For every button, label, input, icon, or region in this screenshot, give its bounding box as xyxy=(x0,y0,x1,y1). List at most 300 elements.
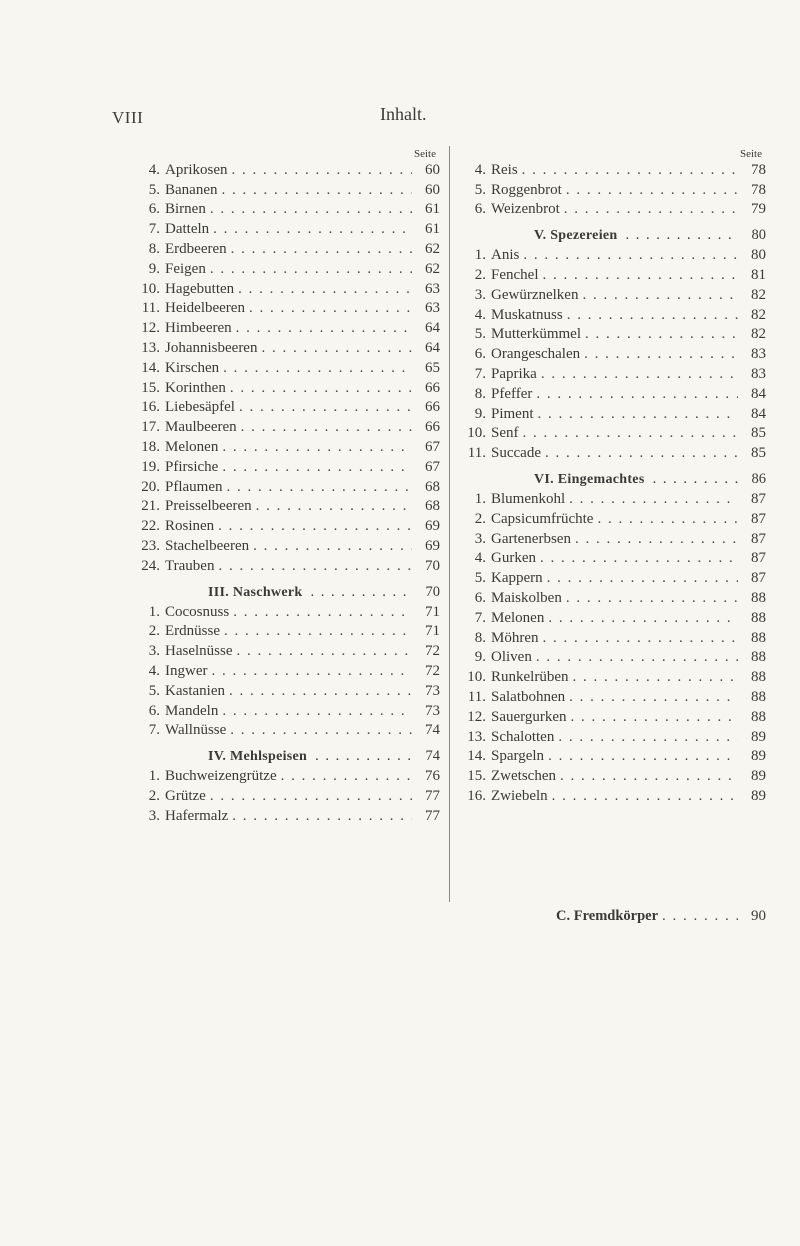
entry-page: 66 xyxy=(425,379,440,396)
leader-dots xyxy=(541,365,738,384)
toc-entry[interactable] xyxy=(462,285,766,305)
entry-label: Gewürznelken xyxy=(491,286,579,303)
entry-page: 89 xyxy=(751,768,766,785)
entry-page: 87 xyxy=(751,510,766,527)
leader-dots xyxy=(538,405,738,424)
entry-page: 61 xyxy=(425,221,440,238)
entry-label: Pflaumen xyxy=(165,478,223,495)
entry-number: 6. xyxy=(474,201,486,218)
entry-page: 83 xyxy=(751,346,766,363)
entry-label: Wallnüsse xyxy=(165,722,227,739)
entry-number: 4. xyxy=(474,550,486,567)
entry-page: 87 xyxy=(751,490,766,507)
toc-entry[interactable] xyxy=(136,602,440,622)
toc-entry[interactable] xyxy=(136,622,440,642)
entry-page: 89 xyxy=(751,728,766,745)
seite-label-left: Seite xyxy=(414,148,436,160)
entry-label: Pfeffer xyxy=(491,385,533,402)
entry-number: 9. xyxy=(474,649,486,666)
leader-dots xyxy=(210,260,412,279)
toc-entry[interactable] xyxy=(462,325,766,345)
toc-entry[interactable] xyxy=(136,279,440,299)
toc-entry[interactable] xyxy=(136,378,440,398)
entry-page: 85 xyxy=(751,425,766,442)
entry-page: 82 xyxy=(751,286,766,303)
entry-label: Schalotten xyxy=(491,728,555,745)
section-heading[interactable] xyxy=(136,576,440,602)
leader-dots xyxy=(239,398,412,417)
entry-page: 88 xyxy=(751,609,766,626)
leader-dots xyxy=(237,642,413,661)
leader-dots xyxy=(218,517,412,536)
entry-page: 84 xyxy=(751,385,766,402)
entry-page: 69 xyxy=(425,518,440,535)
entry-page: 79 xyxy=(751,201,766,218)
entry-number: 12. xyxy=(467,708,486,725)
entry-label: Trauben xyxy=(165,557,215,574)
entry-page: 89 xyxy=(751,748,766,765)
entry-number: 2. xyxy=(474,510,486,527)
toc-entry[interactable] xyxy=(136,701,440,721)
toc-entry[interactable] xyxy=(136,398,440,418)
entry-number: 17. xyxy=(141,419,160,436)
entry-number: 11. xyxy=(467,688,486,705)
toc-entry[interactable] xyxy=(136,641,440,661)
toc-entry[interactable] xyxy=(462,727,766,747)
entry-page: 62 xyxy=(425,240,440,257)
entry-number: 15. xyxy=(467,768,486,785)
leader-dots xyxy=(211,662,412,681)
toc-entry[interactable] xyxy=(462,305,766,325)
entry-label: Sauergurken xyxy=(491,708,567,725)
leader-dots xyxy=(560,767,738,786)
entry-label: Gurken xyxy=(491,550,536,567)
leader-dots xyxy=(231,240,412,259)
entry-number: 1. xyxy=(148,768,160,785)
toc-entry[interactable] xyxy=(136,160,440,180)
entry-label: Hagebutten xyxy=(165,280,235,297)
toc-entry[interactable] xyxy=(462,489,766,509)
page-number: VIII xyxy=(112,108,144,127)
entry-page: 78 xyxy=(751,161,766,178)
leader-dots xyxy=(224,622,412,641)
entry-label: Mutterkümmel xyxy=(491,326,581,343)
leader-dots xyxy=(281,767,412,786)
leader-dots xyxy=(236,319,412,338)
leader-dots xyxy=(548,747,738,766)
section-label: VI. Eingemachtes xyxy=(534,472,645,488)
toc-entry[interactable] xyxy=(136,497,440,517)
section-page: 70 xyxy=(425,583,440,600)
entry-label: Grütze xyxy=(165,787,206,804)
entry-page: 65 xyxy=(425,359,440,376)
leader-dots xyxy=(229,682,412,701)
entry-number: 2. xyxy=(474,266,486,283)
leader-dots xyxy=(230,721,412,740)
entry-page: 62 xyxy=(425,260,440,277)
entry-page: 87 xyxy=(751,570,766,587)
entry-number: 1. xyxy=(148,603,160,620)
entry-number: 5. xyxy=(474,570,486,587)
entry-label: Stachelbeeren xyxy=(165,537,250,554)
toc-entry[interactable] xyxy=(462,786,766,806)
toc-entry[interactable] xyxy=(462,648,766,668)
entry-page: 64 xyxy=(425,339,440,356)
leader-dots xyxy=(523,424,739,443)
entry-label: Korinthen xyxy=(165,379,226,396)
leader-dots xyxy=(540,549,738,568)
entry-number: 5. xyxy=(474,326,486,343)
entry-number: 13. xyxy=(141,339,160,356)
entry-number: 14. xyxy=(141,359,160,376)
toc-entry[interactable] xyxy=(136,219,440,239)
toc-entry[interactable] xyxy=(136,299,440,319)
leader-dots xyxy=(210,787,412,806)
entry-page: 77 xyxy=(425,787,440,804)
entry-number: 13. xyxy=(467,728,486,745)
entry-label: Maulbeeren xyxy=(165,419,237,436)
entry-label: Maiskolben xyxy=(491,589,562,606)
toc-entry[interactable] xyxy=(136,477,440,497)
leader-dots xyxy=(542,266,738,285)
entry-label: Möhren xyxy=(491,629,539,646)
toc-entry[interactable] xyxy=(136,556,440,576)
entry-label: Muskatnuss xyxy=(491,306,563,323)
leader-dots xyxy=(566,589,738,608)
entry-number: 10. xyxy=(141,280,160,297)
toc-entry[interactable] xyxy=(462,766,766,786)
section-heading[interactable] xyxy=(462,219,766,245)
entry-page: 87 xyxy=(751,530,766,547)
entry-label: Fenchel xyxy=(491,266,539,283)
entry-label: Feigen xyxy=(165,260,206,277)
entry-page: 67 xyxy=(425,458,440,475)
leader-dots xyxy=(222,458,412,477)
toc-entry[interactable] xyxy=(136,721,440,741)
leader-dots xyxy=(222,438,412,457)
entry-label: Kappern xyxy=(491,570,543,587)
entry-number: 1. xyxy=(474,490,486,507)
entry-label: Datteln xyxy=(165,221,210,238)
entry-number: 16. xyxy=(467,787,486,804)
toc-entry[interactable] xyxy=(462,549,766,569)
entry-label: Spargeln xyxy=(491,748,545,765)
entry-label: Anis xyxy=(491,247,520,264)
entry-page: 64 xyxy=(425,320,440,337)
toc-left-column xyxy=(136,148,440,826)
entry-number: 6. xyxy=(148,201,160,218)
entry-number: 7. xyxy=(148,221,160,238)
toc-entry[interactable] xyxy=(136,180,440,200)
entry-number: 18. xyxy=(141,438,160,455)
leader-dots xyxy=(241,418,412,437)
toc-entry[interactable] xyxy=(462,180,766,200)
entry-label: Johannisbeeren xyxy=(165,339,258,356)
entry-page: 69 xyxy=(425,537,440,554)
entry-label: Aprikosen xyxy=(165,161,228,178)
entry-label: Senf xyxy=(491,425,519,442)
toc-entry-fremdkoerper[interactable] xyxy=(556,906,766,926)
leader-dots xyxy=(548,609,738,628)
toc-entry[interactable] xyxy=(136,786,440,806)
leader-dots xyxy=(569,688,738,707)
seite-label-right: Seite xyxy=(740,148,762,160)
leader-dots xyxy=(625,226,738,245)
toc-entry[interactable] xyxy=(462,424,766,444)
toc-entry[interactable] xyxy=(136,259,440,279)
toc-entry[interactable] xyxy=(462,404,766,424)
entry-label: Pfirsiche xyxy=(165,458,219,475)
entry-label: Rosinen xyxy=(165,518,215,535)
entry-number: 3. xyxy=(474,530,486,547)
leader-dots xyxy=(315,747,412,766)
entry-page: 84 xyxy=(751,405,766,422)
toc-entry[interactable] xyxy=(462,265,766,285)
entry-number: 4. xyxy=(148,161,160,178)
entry-label: Melonen xyxy=(165,438,219,455)
toc-entry[interactable] xyxy=(462,529,766,549)
leader-dots xyxy=(582,286,738,305)
entry-page: 71 xyxy=(425,623,440,640)
toc-entry[interactable] xyxy=(136,516,440,536)
entry-label: Salatbohnen xyxy=(491,688,566,705)
toc-entry[interactable] xyxy=(136,681,440,701)
entry-page: 88 xyxy=(751,649,766,666)
section-label: III. Naschwerk xyxy=(208,584,303,600)
leader-dots xyxy=(233,603,412,622)
leader-dots xyxy=(653,470,738,489)
entry-number: 2. xyxy=(148,787,160,804)
entry-number: 1. xyxy=(474,247,486,264)
leader-dots xyxy=(522,161,738,180)
entry-label: Piment xyxy=(491,405,534,422)
leader-dots xyxy=(536,648,738,667)
leader-dots xyxy=(261,339,412,358)
entry-page: 68 xyxy=(425,478,440,495)
entry-number: 4. xyxy=(474,306,486,323)
entry-page: 82 xyxy=(751,326,766,343)
entry-number: 8. xyxy=(474,629,486,646)
entry-page: 72 xyxy=(425,643,440,660)
leader-dots xyxy=(545,444,738,463)
entry-number: 11. xyxy=(141,300,160,317)
entry-page: 78 xyxy=(751,181,766,198)
entry-page: 60 xyxy=(425,161,440,178)
entry-label: Gartenerbsen xyxy=(491,530,571,547)
entry-label: Reis xyxy=(491,161,518,178)
entry-page: 63 xyxy=(425,300,440,317)
toc-entry[interactable] xyxy=(136,239,440,259)
entry-label: Succade xyxy=(491,445,541,462)
leader-dots xyxy=(575,530,738,549)
entry-label: Cocosnuss xyxy=(165,603,230,620)
entry-number: 10. xyxy=(467,669,486,686)
toc-entry[interactable] xyxy=(136,806,440,826)
toc-entry[interactable] xyxy=(462,628,766,648)
leader-dots xyxy=(585,325,738,344)
entry-label: Roggenbrot xyxy=(491,181,562,198)
entry-page: 81 xyxy=(751,266,766,283)
entry-label: Zwiebeln xyxy=(491,787,548,804)
entry-number: 5. xyxy=(148,181,160,198)
entry-label: Erdnüsse xyxy=(165,623,220,640)
entry-page: 82 xyxy=(751,306,766,323)
leader-dots xyxy=(571,708,738,727)
toc-entry[interactable] xyxy=(462,568,766,588)
entry-number: 23. xyxy=(141,537,160,554)
toc-entry[interactable] xyxy=(462,384,766,404)
entry-number: 5. xyxy=(148,682,160,699)
leader-dots xyxy=(223,359,412,378)
entry-number: 6. xyxy=(474,346,486,363)
toc-entry[interactable] xyxy=(136,457,440,477)
leader-dots xyxy=(210,200,412,219)
entry-number: 6. xyxy=(474,589,486,606)
toc-entry[interactable] xyxy=(462,344,766,364)
entry-number: 8. xyxy=(474,385,486,402)
entry-number: 9. xyxy=(474,405,486,422)
entry-number: 7. xyxy=(474,609,486,626)
toc-entry[interactable] xyxy=(462,245,766,265)
toc-entry[interactable] xyxy=(462,200,766,220)
entry-label: Buchweizengrütze xyxy=(165,768,277,785)
entry-label: Weizenbrot xyxy=(491,201,560,218)
leader-dots xyxy=(232,807,412,826)
toc-right-entries xyxy=(462,160,766,806)
entry-page: 88 xyxy=(751,688,766,705)
toc-right-column xyxy=(462,148,766,806)
toc-entry[interactable] xyxy=(136,318,440,338)
entry-number: 14. xyxy=(467,748,486,765)
leader-dots xyxy=(253,537,412,556)
entry-page: 77 xyxy=(425,807,440,824)
leader-dots xyxy=(249,299,412,318)
entry-label: Liebesäpfel xyxy=(165,399,235,416)
toc-entry[interactable] xyxy=(136,417,440,437)
entry-number: 3. xyxy=(474,286,486,303)
entry-page: 83 xyxy=(751,365,766,382)
section-page: 80 xyxy=(751,227,766,244)
entry-label: Oliven xyxy=(491,649,532,666)
toc-entry[interactable] xyxy=(462,588,766,608)
entry-number: 3. xyxy=(148,643,160,660)
entry-number: 6. xyxy=(148,702,160,719)
entry-label: Capsicumfrüchte xyxy=(491,510,594,527)
entry-number: 10. xyxy=(467,425,486,442)
leader-dots xyxy=(310,583,412,602)
section-page: 74 xyxy=(425,748,440,765)
leader-dots xyxy=(213,220,412,239)
toc-entry[interactable] xyxy=(462,687,766,707)
toc-entry[interactable] xyxy=(136,661,440,681)
toc-entry[interactable] xyxy=(462,160,766,180)
entry-page: 60 xyxy=(425,181,440,198)
entry-label: Ingwer xyxy=(165,662,208,679)
entry-label: Preisselbeeren xyxy=(165,498,252,515)
toc-entry[interactable] xyxy=(136,200,440,220)
entry-number: 12. xyxy=(141,320,160,337)
entry-number: 3. xyxy=(148,807,160,824)
entry-label: Paprika xyxy=(491,365,537,382)
entry-label: Zwetschen xyxy=(491,768,556,785)
leader-dots xyxy=(547,569,738,588)
entry-page: 67 xyxy=(425,438,440,455)
entry-page: 73 xyxy=(425,702,440,719)
section-heading[interactable] xyxy=(462,463,766,489)
toc-left-entries xyxy=(136,160,440,826)
toc-entry[interactable] xyxy=(462,608,766,628)
entry-page: 90 xyxy=(751,907,766,924)
toc-entry[interactable] xyxy=(462,747,766,767)
entry-label: Himbeeren xyxy=(165,320,232,337)
toc-entry[interactable] xyxy=(136,536,440,556)
toc-entry[interactable] xyxy=(136,338,440,358)
leader-dots xyxy=(227,478,413,497)
entry-number: 5. xyxy=(474,181,486,198)
toc-entry[interactable] xyxy=(136,358,440,378)
toc-entry[interactable] xyxy=(462,443,766,463)
entry-number: 9. xyxy=(148,260,160,277)
entry-page: 74 xyxy=(425,722,440,739)
toc-entry[interactable] xyxy=(136,766,440,786)
entry-label: Melonen xyxy=(491,609,545,626)
leader-dots xyxy=(572,668,738,687)
entry-label: Heidelbeeren xyxy=(165,300,245,317)
section-heading[interactable] xyxy=(136,740,440,766)
entry-page: 68 xyxy=(425,498,440,515)
entry-label: Bananen xyxy=(165,181,218,198)
leader-dots xyxy=(536,385,738,404)
entry-label: Birnen xyxy=(165,201,206,218)
leader-dots xyxy=(222,702,412,721)
leader-dots xyxy=(238,280,412,299)
entry-page: 87 xyxy=(751,550,766,567)
entry-label: Haselnüsse xyxy=(165,643,233,660)
section-label: V. Spezereien xyxy=(534,228,618,244)
entry-label: Erdbeeren xyxy=(165,240,227,257)
toc-entry[interactable] xyxy=(462,667,766,687)
entry-page: 76 xyxy=(425,768,440,785)
entry-page: 88 xyxy=(751,708,766,725)
leader-dots xyxy=(662,907,738,926)
entry-number: 2. xyxy=(148,623,160,640)
entry-number: 24. xyxy=(141,557,160,574)
leader-dots xyxy=(523,246,738,265)
entry-page: 66 xyxy=(425,399,440,416)
entry-page: 66 xyxy=(425,419,440,436)
toc-entry[interactable] xyxy=(136,437,440,457)
toc-entry[interactable] xyxy=(462,364,766,384)
toc-entry[interactable] xyxy=(462,509,766,529)
entry-number: 19. xyxy=(141,458,160,475)
section-label: IV. Mehlspeisen xyxy=(208,749,308,765)
entry-page: 88 xyxy=(751,629,766,646)
leader-dots xyxy=(256,497,412,516)
entry-number: 22. xyxy=(141,518,160,535)
leader-dots xyxy=(552,787,738,806)
entry-page: 88 xyxy=(751,589,766,606)
entry-number: 4. xyxy=(148,662,160,679)
entry-page: 73 xyxy=(425,682,440,699)
toc-entry[interactable] xyxy=(462,707,766,727)
entry-label: Orangeschalen xyxy=(491,346,581,363)
entry-page: 71 xyxy=(425,603,440,620)
entry-label: Hafermalz xyxy=(165,807,229,824)
entry-number: 20. xyxy=(141,478,160,495)
section-page: 86 xyxy=(751,471,766,488)
entry-label: Kirschen xyxy=(165,359,220,376)
entry-page: 88 xyxy=(751,669,766,686)
